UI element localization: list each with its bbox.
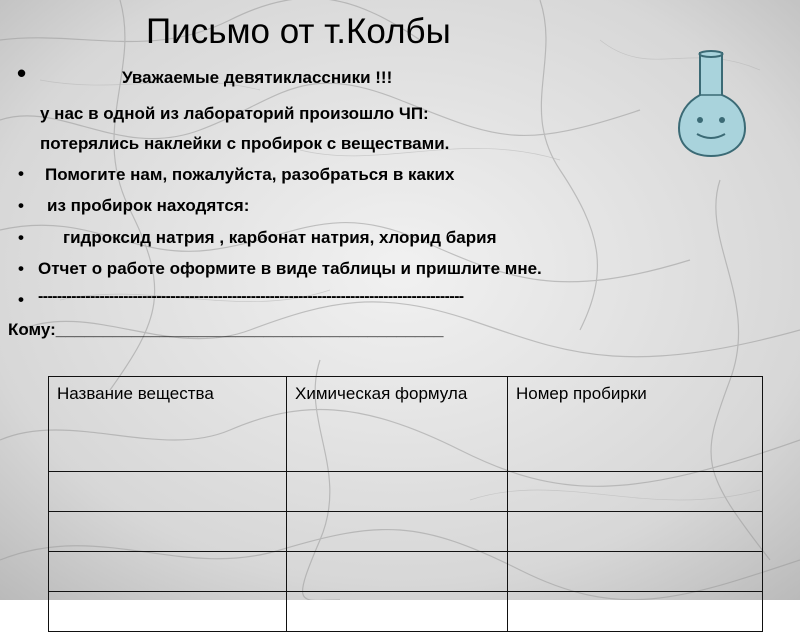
report-line: Отчет о работе оформите в виде таблицы и пришлите мне.	[38, 259, 542, 278]
bullet: •	[18, 259, 24, 278]
body-line-4: из пробирок находятся:	[47, 196, 250, 215]
header-tube-number: Номер пробирки	[508, 377, 763, 472]
dash-separator: ------------------------------------------------------------------------------------------	[38, 288, 464, 305]
body-line-3: Помогите нам, пожалуйста, разобраться в каких	[45, 165, 455, 184]
table-cell[interactable]	[287, 472, 508, 512]
table-cell[interactable]	[287, 552, 508, 592]
table-cell[interactable]	[508, 552, 763, 592]
table-row	[49, 592, 763, 632]
table-cell[interactable]	[508, 512, 763, 552]
bullet: •	[17, 58, 27, 88]
body-line-1: у нас в одной из лабораторий произошло ЧП:	[40, 104, 429, 123]
table-cell[interactable]	[508, 472, 763, 512]
recipient-line: Кому:_________________________________________	[8, 320, 444, 339]
substances-line: гидроксид натрия , карбонат натрия, хлорид бария	[63, 228, 497, 247]
body-line-2: потерялись наклейки с пробирок с веществами.	[40, 134, 450, 153]
bullet: •	[18, 164, 24, 183]
table-cell[interactable]	[287, 592, 508, 632]
smiling-flask-icon	[675, 50, 750, 160]
table-cell[interactable]	[49, 552, 287, 592]
table-cell[interactable]	[49, 512, 287, 552]
table-cell[interactable]	[287, 512, 508, 552]
table-row	[49, 552, 763, 592]
slide-title: Письмо от т.Колбы	[146, 12, 451, 51]
table-row	[49, 472, 763, 512]
bullet: •	[18, 196, 24, 215]
table-cell[interactable]	[49, 472, 287, 512]
greeting-line: Уважаемые девятиклассники !!!	[122, 68, 393, 87]
table-cell[interactable]	[49, 592, 287, 632]
table-row	[49, 512, 763, 552]
bullet: •	[18, 290, 24, 309]
table-header-row	[49, 377, 763, 472]
header-substance-name: Название вещества	[49, 377, 287, 472]
answer-table	[48, 376, 763, 632]
bullet: •	[18, 228, 24, 247]
header-chemical-formula: Химическая формула	[287, 377, 508, 472]
table-cell[interactable]	[508, 592, 763, 632]
